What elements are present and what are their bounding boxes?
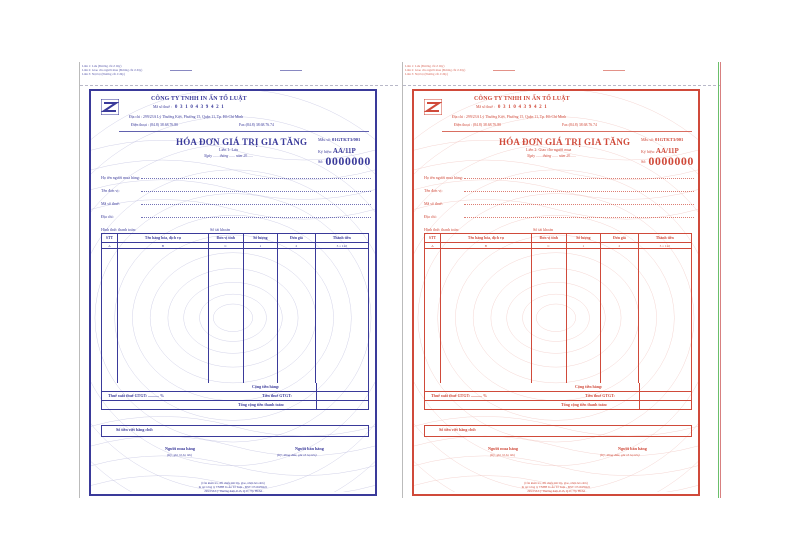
buyer-name-field bbox=[424, 175, 463, 180]
invoice-sheet-copy-1 bbox=[79, 62, 398, 498]
buyer-name-field bbox=[101, 175, 140, 180]
col-qty: Số lượng bbox=[243, 234, 278, 243]
buyer-tax-label: Mã số thuế: bbox=[424, 201, 443, 206]
cut-line bbox=[170, 70, 192, 72]
footer-line-1: (Cần kiểm tra, đối chiếu khi lập, giao, nhận hóa đơn) bbox=[201, 481, 265, 485]
subtotal-row bbox=[101, 383, 369, 392]
cut-note-3: Liên 3: Nội bộ (Đường cắt ở đây) bbox=[82, 72, 125, 76]
buyer-name-label: Họ tên người mua hàng: bbox=[101, 175, 140, 180]
form-code bbox=[641, 137, 683, 142]
number-value: 0000000 bbox=[325, 154, 371, 168]
sub-a: A bbox=[425, 243, 441, 249]
sub-2: 2 bbox=[278, 243, 315, 249]
vat-rate-label: Thuế suất thuế GTGT: ........... % bbox=[431, 393, 488, 398]
vat-row bbox=[424, 392, 692, 401]
subtotal-row bbox=[424, 383, 692, 392]
form-value: 01GTKT3/001 bbox=[655, 137, 684, 142]
tax-code: 0 3 1 0 4 3 9 4 2 1 bbox=[174, 105, 225, 110]
company-address: Địa chỉ : 299/23A Lý Thường Kiệt, Phường 15, Quận 11, Tp. Hồ Chí Minh bbox=[129, 115, 244, 119]
invoice-number bbox=[318, 154, 371, 169]
form-code bbox=[318, 137, 360, 142]
footer-line-2: In tại Công ty TNHH In Ấn Tố Luật - MST: 0310439421 bbox=[521, 485, 591, 489]
cut-line bbox=[603, 70, 625, 72]
header-divider bbox=[442, 131, 692, 132]
grand-total-row bbox=[424, 401, 692, 410]
col-name: Tên hàng hóa, dịch vụ bbox=[118, 234, 209, 243]
amount-in-words-label: Số tiền viết bằng chữ: bbox=[439, 427, 477, 432]
buyer-signature-title: Người mua hàng bbox=[165, 446, 195, 451]
buyer-name-label: Họ tên người mua hàng: bbox=[424, 175, 463, 180]
seller-signature-title: Người bán hàng bbox=[618, 446, 647, 451]
col-unit: Đơn vị tính bbox=[208, 234, 243, 243]
company-fax: Fax:(84.8) 38.68.76.74 bbox=[239, 123, 274, 127]
invoice-date: Ngày ...... tháng ...... năm 20...... bbox=[204, 154, 253, 158]
sub-3: 3 = 1x2 bbox=[638, 243, 691, 249]
col-qty: Số lượng bbox=[566, 234, 601, 243]
buyer-address-field bbox=[101, 214, 114, 219]
sub-b: B bbox=[118, 243, 209, 249]
number-value: 0000000 bbox=[648, 154, 694, 168]
perforation-line bbox=[80, 85, 398, 86]
items-table bbox=[101, 233, 369, 383]
col-price: Đơn giá bbox=[278, 234, 315, 243]
amount-in-words bbox=[424, 425, 692, 437]
company-name: CÔNG TY TNHH IN ẤN TỐ LUẬT bbox=[474, 96, 570, 102]
cut-notes bbox=[82, 64, 142, 76]
invoice-number bbox=[641, 154, 694, 169]
col-stt: STT bbox=[425, 234, 441, 243]
company-address: Địa chỉ : 299/23A Lý Thường Kiệt, Phường 15, Quận 11, Tp. Hồ Chí Minh bbox=[452, 115, 567, 119]
invoice-frame bbox=[89, 89, 377, 496]
grand-total-row bbox=[101, 401, 369, 410]
header-divider bbox=[119, 131, 369, 132]
buyer-address-field bbox=[424, 214, 437, 219]
company-phone: Điện thoại : (84.8) 38.68.76.80 bbox=[131, 123, 179, 127]
subtotal-label: Cộng tiền hàng: bbox=[252, 384, 280, 389]
col-price: Đơn giá bbox=[601, 234, 638, 243]
cut-line bbox=[493, 70, 515, 72]
col-name: Tên hàng hóa, dịch vụ bbox=[441, 234, 532, 243]
sub-2: 2 bbox=[601, 243, 638, 249]
col-amount: Thành tiền bbox=[638, 234, 691, 243]
buyer-signature-note: (Ký, ghi rõ họ tên) bbox=[167, 453, 193, 457]
seller-signature-note: (Ký, đóng dấu, ghi rõ họ tên) bbox=[600, 453, 640, 457]
cut-note-3: Liên 3: Nội bộ (Đường cắt ở đây) bbox=[405, 72, 448, 76]
cut-note-2: Liên 2: Giao cho người mua (Đường cắt ở đây) bbox=[405, 68, 466, 72]
vat-amount-label: Tiền thuế GTGT: bbox=[262, 393, 292, 398]
sub-a: A bbox=[102, 243, 118, 249]
vat-amount-label: Tiền thuế GTGT: bbox=[585, 393, 615, 398]
sub-c: C bbox=[208, 243, 243, 249]
sub-c: C bbox=[531, 243, 566, 249]
col-unit: Đơn vị tính bbox=[531, 234, 566, 243]
copy-label: Liên 1: Lưu bbox=[219, 147, 239, 152]
company-fax: Fax:(84.8) 38.68.76.74 bbox=[562, 123, 597, 127]
grand-total-label: Tổng cộng tiền thanh toán: bbox=[238, 402, 285, 407]
company-logo bbox=[101, 99, 119, 115]
invoice-footer bbox=[91, 481, 375, 493]
number-label: Số: bbox=[641, 159, 647, 164]
copy-label: Liên 2: Giao cho người mua bbox=[526, 147, 572, 152]
symbol-value: AA/11P bbox=[332, 147, 356, 155]
symbol-value: AA/11P bbox=[655, 147, 679, 155]
form-label: Mẫu số: bbox=[641, 137, 655, 142]
cut-note-2: Liên 2: Giao cho người mua (Đường cắt ở đây) bbox=[82, 68, 143, 72]
table-header-row bbox=[102, 234, 369, 243]
sub-b: B bbox=[441, 243, 532, 249]
vat-row bbox=[101, 392, 369, 401]
buyer-unit-field bbox=[424, 188, 443, 193]
tax-code: 0 3 1 0 4 3 9 4 2 1 bbox=[497, 105, 548, 110]
page-edge-marks bbox=[718, 62, 721, 498]
table-body-row bbox=[425, 249, 692, 384]
invoice-frame bbox=[412, 89, 700, 496]
company-logo bbox=[424, 99, 442, 115]
footer-line-1: (Cần kiểm tra, đối chiếu khi lập, giao, nhận hóa đơn) bbox=[524, 481, 588, 485]
cut-note-1: Liên 1: Lưu (Đường cắt ở đây) bbox=[405, 64, 445, 68]
table-body-row bbox=[102, 249, 369, 384]
items-table bbox=[424, 233, 692, 383]
symbol-label: Ký hiệu: bbox=[318, 149, 333, 154]
buyer-tax-label: Mã số thuế: bbox=[101, 201, 120, 206]
footer-line-3: 299/23A Lý Thường Kiệt, P.15, Q.11, Tp. HCM bbox=[527, 489, 585, 493]
payment-method: Hình thức thanh toán: bbox=[101, 227, 136, 232]
edge-mark-green bbox=[718, 62, 719, 498]
buyer-address-label: Địa chỉ: bbox=[424, 214, 437, 219]
company-tax-line bbox=[476, 105, 547, 110]
edge-mark-red bbox=[720, 62, 721, 498]
invoice-title: HÓA ĐƠN GIÁ TRỊ GIA TĂNG bbox=[176, 137, 308, 147]
footer-line-3: 299/23A Lý Thường Kiệt, P.15, Q.11, Tp. HCM bbox=[204, 489, 262, 493]
buyer-unit-label: Tên đơn vị: bbox=[101, 188, 120, 193]
seller-signature-note: (Ký, đóng dấu, ghi rõ họ tên) bbox=[277, 453, 317, 457]
form-value: 01GTKT3/001 bbox=[332, 137, 361, 142]
payment-method: Hình thức thanh toán: bbox=[424, 227, 459, 232]
sub-1: 1 bbox=[566, 243, 601, 249]
perforation-line bbox=[403, 85, 721, 86]
buyer-signature-title: Người mua hàng bbox=[488, 446, 518, 451]
invoice-sheet-copy-2 bbox=[402, 62, 721, 498]
seller-signature-title: Người bán hàng bbox=[295, 446, 324, 451]
buyer-signature-note: (Ký, ghi rõ họ tên) bbox=[490, 453, 516, 457]
amount-in-words bbox=[101, 425, 369, 437]
cut-note-1: Liên 1: Lưu (Đường cắt ở đây) bbox=[82, 64, 122, 68]
buyer-unit-field bbox=[101, 188, 120, 193]
table-header-row bbox=[425, 234, 692, 243]
buyer-unit-label: Tên đơn vị: bbox=[424, 188, 443, 193]
invoice-footer bbox=[414, 481, 698, 493]
sub-1: 1 bbox=[243, 243, 278, 249]
form-label: Mẫu số: bbox=[318, 137, 332, 142]
cut-line bbox=[280, 70, 302, 72]
amount-in-words-label: Số tiền viết bằng chữ: bbox=[116, 427, 154, 432]
buyer-tax-field bbox=[101, 201, 120, 206]
company-tax-line bbox=[153, 105, 224, 110]
cut-notes bbox=[405, 64, 465, 76]
col-stt: STT bbox=[102, 234, 118, 243]
number-label: Số: bbox=[318, 159, 324, 164]
symbol-label: Ký hiệu: bbox=[641, 149, 656, 154]
company-phone: Điện thoại : (84.8) 38.68.76.80 bbox=[454, 123, 502, 127]
account-number: Số tài khoản bbox=[533, 227, 553, 232]
vat-rate-label: Thuế suất thuế GTGT: ........... % bbox=[108, 393, 165, 398]
account-number: Số tài khoản bbox=[210, 227, 230, 232]
footer-line-2: In tại Công ty TNHH In Ấn Tố Luật - MST: 0310439421 bbox=[198, 485, 268, 489]
col-amount: Thành tiền bbox=[315, 234, 368, 243]
tax-label: Mã số thuế : bbox=[153, 105, 172, 109]
tax-label: Mã số thuế : bbox=[476, 105, 495, 109]
buyer-tax-field bbox=[424, 201, 443, 206]
subtotal-label: Cộng tiền hàng: bbox=[575, 384, 603, 389]
grand-total-label: Tổng cộng tiền thanh toán: bbox=[561, 402, 608, 407]
invoice-title: HÓA ĐƠN GIÁ TRỊ GIA TĂNG bbox=[499, 137, 631, 147]
invoice-date: Ngày ...... tháng ...... năm 20...... bbox=[527, 154, 576, 158]
company-name: CÔNG TY TNHH IN ẤN TỐ LUẬT bbox=[151, 96, 247, 102]
sub-3: 3 = 1x2 bbox=[315, 243, 368, 249]
buyer-address-label: Địa chỉ: bbox=[101, 214, 114, 219]
